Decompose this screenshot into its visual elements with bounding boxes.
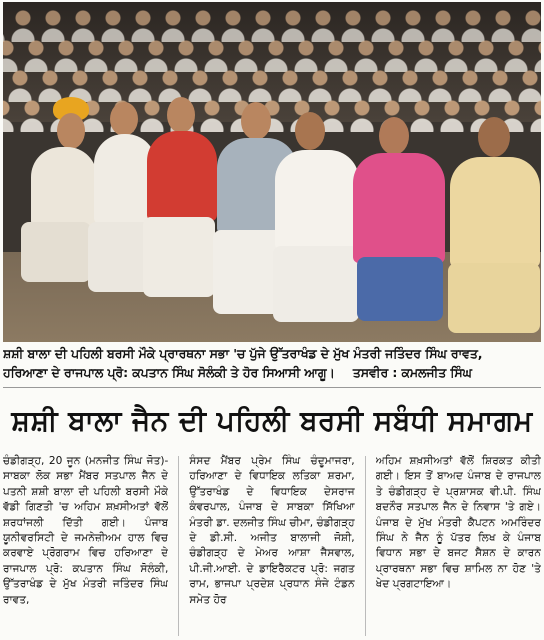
article-paragraph: ਸੰਸਦ ਮੈਂਬਰ ਪ੍ਰੇਮ ਸਿੰਘ ਚੰਦੂਮਾਜਰਾ, ਹਰਿਆਣਾ ਦੇ ਵਿਧਾਇਕ ਲਤਿਕਾ ਸ਼ਰਮਾ, ਉੱਤਰਾਖੰਡ ਦੇ ਵਿਧਾਇਕ ਦੇਸਰਾਜ ਕੰਵਰਪਾਲ, ਪੰਜਾਬ ਦੇ ਸਾਬਕਾ ਸਿੱਖਿਆ ਮੰਤਰੀ ਡਾ. ਦਲਜੀਤ ਸਿੰਘ ਚੀਮਾ, ਚੰਡੀਗੜ੍ਹ ਦੇ ਡੀ.ਸੀ. ਅਜੀਤ ਬਾਲਾਜੀ ਜੋਸ਼ੀ, ਚੰਡੀਗੜ੍ਹ ਦੇ ਮੇਅਰ ਆਸ਼ਾ ਜੈਸਵਾਲ, ਪੀ.ਜੀ.ਆਈ. ਦੇ ਡਾਇਰੈਕਟਰ ਪ੍ਰੋ: ਜਗਤ ਰਾਮ, ਭਾਜਪਾ ਪ੍ਰਦੇਸ਼ ਪ੍ਰਧਾਨ ਸੰਜੇ ਟੰਡਨ ਸਮੇਤ ਹੋਰ (189, 455, 355, 606)
article-paragraph: ਅਹਿਮ ਸ਼ਖ਼ਸੀਅਤਾਂ ਵੱਲੋਂ ਸ਼ਿਰਕਤ ਕੀਤੀ ਗਈ। ਇਸ ਤੋਂ ਬਾਅਦ ਪੰਜਾਬ ਦੇ ਰਾਜਪਾਲ ਤੇ ਚੰਡੀਗੜ੍ਹ ਦੇ ਪ੍ਰਸ਼ਾਸਕ ਵੀ.ਪੀ. ਸਿੰਘ ਬਦਨੌਰ ਸਤਪਾਲ ਜੈਨ ਦੇ ਨਿਵਾਸ 'ਤੇ ਗਏ। ਪੰਜਾਬ ਦੇ ਮੁੱਖ ਮੰਤਰੀ ਕੈਪਟਨ ਅਮਰਿੰਦਰ ਸਿੰਘ ਨੇ ਜੈਨ ਨੂੰ ਪੱਤਰ ਲਿਖ ਕੇ ਪੰਜਾਬ ਵਿਧਾਨ ਸਭਾ ਦੇ ਬਜਟ ਸੈਸ਼ਨ ਦੇ ਕਾਰਨ ਪ੍ਰਾਰਥਨਾ ਸਭਾ ਵਿਚ ਸ਼ਾਮਿਲ ਨਾ ਹੋਣ 'ਤੇ ਖੇਦ ਪ੍ਰਗਟਾਇਆ। (375, 455, 541, 591)
article-column-2 (189, 454, 354, 638)
article-paragraph: ਚੰਡੀਗੜ੍ਹ, 20 ਜੂਨ (ਮਨਜੀਤ ਸਿੰਘ ਜੋਤ)- ਸਾਬਕਾ ਲੋਕ ਸਭਾ ਮੈਂਬਰ ਸਤਪਾਲ ਜੈਨ ਦੇ ਪਤਨੀ ਸ਼ਸ਼ੀ ਬਾਲਾ ਦੀ ਪਹਿਲੀ ਬਰਸੀ ਮੌਕੇ ਵੱਡੀ ਗਿਣਤੀ 'ਚ ਅਹਿਮ ਸ਼ਖ਼ਸੀਅਤਾਂ ਵੱਲੋਂ ਸ਼ਰਧਾਂਜਲੀ ਦਿੱਤੀ ਗਈ। ਪੰਜਾਬ ਯੂਨੀਵਰਸਿਟੀ ਦੇ ਜਮਨੇਜ਼ੀਅਮ ਹਾਲ ਵਿਚ ਕਰਵਾਏ ਪ੍ਰੋਗਰਾਮ ਵਿਚ ਹਰਿਆਣਾ ਦੇ ਰਾਜਪਾਲ ਪ੍ਰੋ: ਕਪਤਾਨ ਸਿੰਘ ਸੋਲੰਕੀ, ਉੱਤਰਾਖੰਡ ਦੇ ਮੁੱਖ ਮੰਤਰੀ ਜਤਿੰਦਰ ਸਿੰਘ ਰਾਵਤ, (3, 455, 169, 606)
seated-person (353, 117, 448, 327)
newspaper-clipping (3, 2, 541, 638)
column-divider (365, 456, 366, 636)
article-column-3 (376, 454, 541, 638)
caption-text: ਹਰਿਆਣਾ ਦੇ ਰਾਜਪਾਲ ਪ੍ਰੋ: ਕਪਤਾਨ ਸਿੰਘ ਸੋਲੰਕੀ ਤੇ ਹੋਰ ਸਿਆਸੀ ਆਗੂ। (3, 365, 335, 380)
photo-caption (3, 344, 541, 384)
seated-person (448, 117, 541, 337)
article-body (3, 454, 541, 638)
divider (3, 387, 541, 388)
article-headline: ਸ਼ਸ਼ੀ ਬਾਲਾ ਜੈਨ ਦੀ ਪਹਿਲੀ ਬਰਸੀ ਸਬੰਧੀ ਸਮਾਗਮ (11, 404, 533, 437)
caption-line-2 (3, 363, 541, 382)
caption-line-1: ਸ਼ਸ਼ੀ ਬਾਲਾ ਦੀ ਪਹਿਲੀ ਬਰਸੀ ਮੌਕੇ ਪ੍ਰਾਰਥਨਾ ਸਭਾ 'ਚ ਪੁੱਜੇ ਉੱਤਰਾਖੰਡ ਦੇ ਮੁੱਖ ਮੰਤਰੀ ਜਤਿੰਦਰ ਸਿੰਘ ਰਾਵਤ, (3, 346, 483, 361)
seated-person (13, 97, 93, 287)
seated-person (143, 97, 223, 307)
seated-person (273, 112, 363, 327)
event-photo (3, 2, 541, 342)
article-column-1 (3, 454, 168, 638)
column-divider (178, 456, 179, 636)
photo-credit: ਤਸਵੀਰ : ਕਮਲਜੀਤ ਸਿੰਘ (352, 365, 472, 380)
